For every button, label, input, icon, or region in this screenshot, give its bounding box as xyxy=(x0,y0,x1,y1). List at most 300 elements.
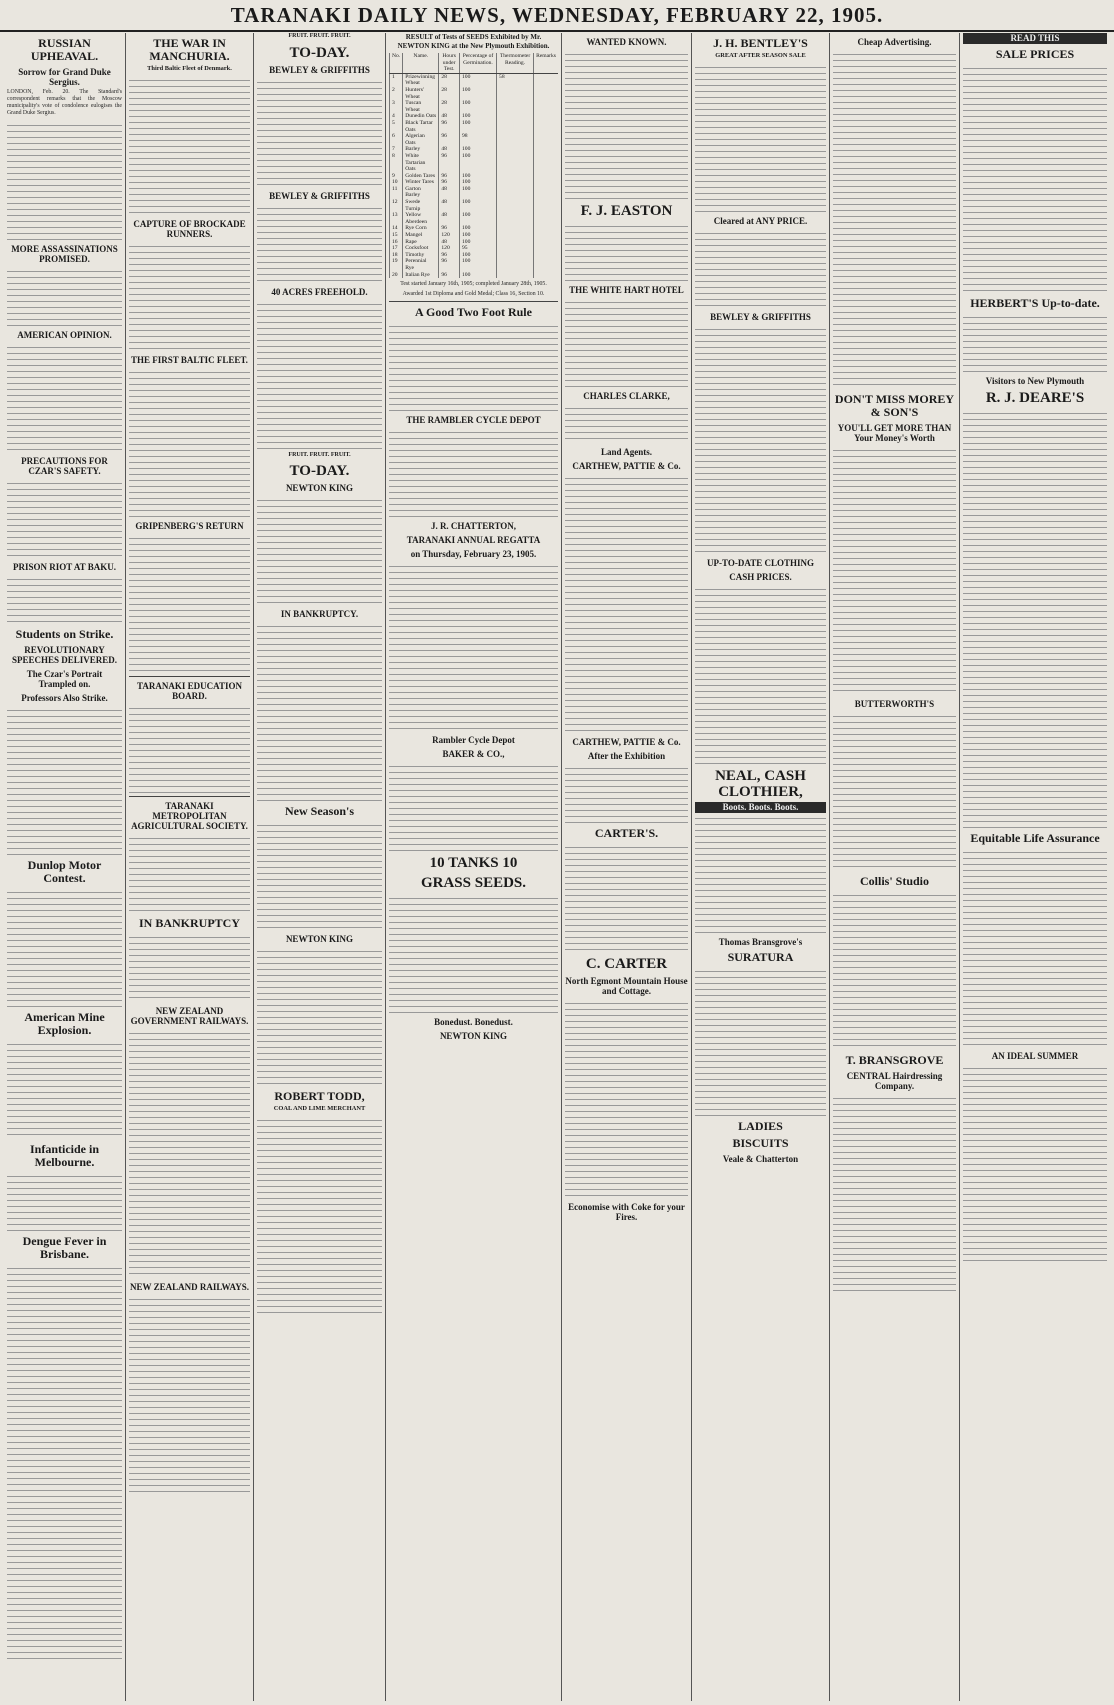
heading-land-agents: Land Agents. xyxy=(600,447,653,457)
ad-sale-prices: SALE PRICES xyxy=(995,47,1075,61)
headline-professors-strike: Professors Also Strike. xyxy=(21,693,108,703)
seed-table-cell: 100 xyxy=(459,153,496,173)
seed-table-cell: 100 xyxy=(459,73,496,87)
seed-table-cell xyxy=(497,252,534,259)
seed-table-cell xyxy=(497,225,534,232)
seed-table-cell: 96 xyxy=(439,153,460,173)
seed-table-cell: 100 xyxy=(459,146,496,153)
seed-table-header: Remarks xyxy=(534,53,558,73)
seed-table-cell: 120 xyxy=(439,245,460,252)
seed-table-cell: 95 xyxy=(459,245,496,252)
seed-table-cell xyxy=(497,272,534,279)
ad-body-lines xyxy=(695,966,826,1116)
ad-visitors: Visitors to New Plymouth xyxy=(985,376,1085,386)
seed-table-cell: 100 xyxy=(459,113,496,120)
seed-table-row xyxy=(390,199,559,212)
ad-suratura: SURATURA xyxy=(727,950,794,964)
ad-body-lines xyxy=(695,228,826,308)
ad-cleared-any-price: Cleared at ANY PRICE. xyxy=(713,216,808,226)
seed-table-cell xyxy=(497,239,534,246)
seed-table-cell xyxy=(497,133,534,146)
ad-body-lines xyxy=(257,299,382,449)
seed-test-award: Awarded 1st Diploma and Gold Medal; Class 16, Section 10. xyxy=(402,291,545,298)
ad-c-carter: C. CARTER xyxy=(585,956,668,972)
ad-read-this: READ THIS xyxy=(963,33,1107,44)
subheadline-baltic-fleet: Third Baltic Fleet of Denmark. xyxy=(147,65,232,72)
seed-table-cell xyxy=(534,258,558,271)
seed-table-cell: Perennial Rye xyxy=(403,258,439,271)
article-body-lines xyxy=(129,75,250,215)
ad-body-lines xyxy=(695,324,826,554)
seed-table-row xyxy=(390,113,559,120)
seed-table-cell: 100 xyxy=(459,179,496,186)
headline-czar-portrait: The Czar's Portrait Trampled on. xyxy=(26,669,103,689)
firm-newton-king: NEWTON KING xyxy=(285,934,354,944)
ad-body-lines xyxy=(129,932,250,1002)
seed-table-cell: 96 xyxy=(439,133,460,146)
ad-neal: NEAL, CASH CLOTHIER, xyxy=(715,768,806,800)
headline-students-strike: Students on Strike. xyxy=(15,627,114,641)
ad-body-lines xyxy=(257,77,382,187)
ad-tanks: 10 TANKS 10 xyxy=(429,855,518,872)
firm-bewley-griffiths: BEWLEY & GRIFFITHS xyxy=(710,312,811,322)
headline-dunlop-contest: Dunlop Motor Contest. xyxy=(27,858,102,885)
seed-table-cell xyxy=(534,186,558,199)
ad-body-lines xyxy=(389,761,558,851)
seed-table-cell: 48 xyxy=(439,212,460,225)
ad-body-lines xyxy=(565,473,688,733)
seed-table-header: No. xyxy=(390,53,403,73)
ad-north-egmont: North Egmont Mountain House and Cottage. xyxy=(565,976,688,996)
headline-infanticide: Infanticide in Melbourne. xyxy=(29,1142,99,1169)
seed-table-cell: 100 xyxy=(459,225,496,232)
ad-hairdressing: CENTRAL Hairdressing Company. xyxy=(846,1071,943,1091)
banner-fruit: FRUIT. FRUIT. FRUIT. xyxy=(288,451,351,458)
seed-table-row xyxy=(390,212,559,225)
ad-education-board: TARANAKI EDUCATION BOARD. xyxy=(137,681,242,701)
ad-body-lines xyxy=(565,297,688,387)
seed-table-cell: Golden Tares xyxy=(403,173,439,180)
seed-table-cell: 7 xyxy=(390,146,403,153)
seed-table-cell xyxy=(497,100,534,113)
ad-robert-todd: ROBERT TODD, xyxy=(274,1089,365,1103)
ad-chatterton: J. R. CHATTERTON, xyxy=(430,521,517,532)
seed-table-cell: 100 xyxy=(459,173,496,180)
seed-table-row xyxy=(390,87,559,100)
seed-table-cell: 48 xyxy=(439,239,460,246)
seed-table-cell: Hunters' Wheat xyxy=(403,87,439,100)
seed-table-row xyxy=(390,245,559,252)
ad-body-lines xyxy=(963,312,1107,372)
ad-body-lines xyxy=(565,998,688,1198)
seed-table-cell: 120 xyxy=(439,232,460,239)
seed-table-row xyxy=(390,73,559,87)
ad-body-lines xyxy=(129,1294,250,1494)
headline-assassinations: MORE ASSASSINATIONS PROMISED. xyxy=(11,244,118,264)
seed-table-cell xyxy=(497,153,534,173)
firm-bewley-griffiths: BEWLEY & GRIFFITHS xyxy=(269,64,370,75)
ad-body-lines xyxy=(257,621,382,801)
ad-after-exhibition: After the Exhibition xyxy=(587,751,666,761)
page-masthead: TARANAKI DAILY NEWS, WEDNESDAY, FEBRUARY 22, 1905. xyxy=(0,0,1114,32)
ad-equitable-life: Equitable Life Assurance xyxy=(970,831,1100,845)
headline-american-opinion: AMERICAN OPINION. xyxy=(17,330,112,340)
seed-table-cell: 12 xyxy=(390,199,403,212)
ad-baker: BAKER & CO., xyxy=(442,749,505,760)
column-5 xyxy=(562,33,692,1701)
seed-table-cell: 9 xyxy=(390,173,403,180)
seed-table-cell: 1 xyxy=(390,73,403,87)
seed-table-cell: Winter Tares xyxy=(403,179,439,186)
seed-table-cell: 14 xyxy=(390,225,403,232)
ad-ideal-summer: AN IDEAL SUMMER xyxy=(991,1051,1079,1061)
ad-easton: F. J. EASTON xyxy=(580,203,673,219)
seed-table-row xyxy=(390,153,559,173)
seed-table-cell: 100 xyxy=(459,252,496,259)
headline-war-manchuria: THE WAR IN MANCHURIA. xyxy=(149,36,230,63)
article-body-lines xyxy=(7,342,122,452)
seed-table-row xyxy=(390,225,559,232)
seed-table-cell: Black Tartar Oats xyxy=(403,120,439,133)
seed-table-cell: 100 xyxy=(459,199,496,212)
article-body-lines xyxy=(7,1263,122,1663)
seed-table-cell xyxy=(534,239,558,246)
seed-table-cell: 18 xyxy=(390,252,403,259)
headline-czar-safety: PRECAUTIONS FOR CZAR'S SAFETY. xyxy=(21,456,108,476)
column-4 xyxy=(386,33,562,1701)
column-6 xyxy=(692,33,830,1701)
seed-table-cell: Garton Barley xyxy=(403,186,439,199)
seed-table-row xyxy=(390,179,559,186)
seed-table-cell: Prizewinning Wheat xyxy=(403,73,439,87)
article-body-lines xyxy=(7,120,122,240)
seed-table-cell: 11 xyxy=(390,186,403,199)
seed-table-header: Percentage of Germination. xyxy=(459,53,496,73)
article-body-lines xyxy=(129,533,250,673)
seed-table-cell: 4 xyxy=(390,113,403,120)
seed-table-cell: 96 xyxy=(439,120,460,133)
headline-blockade-runners: CAPTURE OF BROCKADE RUNNERS. xyxy=(133,219,246,239)
seed-table-cell xyxy=(534,113,558,120)
ad-body-lines xyxy=(833,445,956,695)
seed-table-cell xyxy=(534,179,558,186)
seed-table-cell: Dunedin Oats xyxy=(403,113,439,120)
seed-table-cell: Swede Turnip xyxy=(403,199,439,212)
article-text: LONDON, Feb. 20. The Standard's correspondent remarks that the Moscow municipality's vote of condolence eulogises the Grand Duke Sergius. xyxy=(7,89,122,116)
seed-table-row xyxy=(390,186,559,199)
ad-regatta-date: on Thursday, February 23, 1905. xyxy=(410,549,537,560)
ad-carthew-pattie: CARTHEW, PATTIE & Co. xyxy=(572,461,681,471)
article-body-lines xyxy=(7,266,122,326)
article-body-lines xyxy=(129,241,250,351)
article-body-lines xyxy=(7,1171,122,1231)
ad-body-lines xyxy=(565,763,688,823)
ad-body-lines xyxy=(389,561,558,731)
seed-table-cell: 10 xyxy=(390,179,403,186)
seed-table-cell: 48 xyxy=(439,186,460,199)
seed-table-cell: 3 xyxy=(390,100,403,113)
ad-bankruptcy: IN BANKRUPTCY xyxy=(138,916,240,930)
ad-body-lines xyxy=(963,847,1107,1047)
seed-test-title: RESULT of Tests of SEEDS Exhibited by Mr. NEWTON KING at the New Plymouth Exhibition. xyxy=(397,33,550,50)
ad-bransgrove: Thomas Bransgrove's xyxy=(718,937,803,947)
ad-veale-chatterton: Veale & Chatterton xyxy=(722,1154,799,1164)
seed-table-cell xyxy=(497,113,534,120)
ad-bankruptcy: IN BANKRUPTCY. xyxy=(280,609,359,619)
seed-table-cell: Cocksfoot xyxy=(403,245,439,252)
ad-railways: NEW ZEALAND GOVERNMENT RAILWAYS. xyxy=(130,1006,249,1026)
ad-body-lines xyxy=(833,890,956,1050)
seed-table-row xyxy=(390,272,559,279)
seed-table-cell xyxy=(534,252,558,259)
heading-today: TO-DAY. xyxy=(289,44,350,61)
seed-table-cell: 19 xyxy=(390,258,403,271)
seed-table-cell: 100 xyxy=(459,87,496,100)
firm-newton-king: NEWTON KING xyxy=(439,1031,508,1042)
seed-table-cell: Yellow Aberdeen xyxy=(403,212,439,225)
ad-charles-clarke: CHARLES CLARKE, xyxy=(583,391,670,401)
seed-table-cell xyxy=(497,232,534,239)
ad-carters: CARTER'S. xyxy=(594,826,659,840)
ad-bentley: J. H. BENTLEY'S xyxy=(713,36,808,50)
seed-table-cell: 16 xyxy=(390,239,403,246)
divider xyxy=(129,796,250,797)
ad-agricultural-society: TARANAKI METROPOLITAN AGRICULTURAL SOCIETY. xyxy=(131,801,248,831)
heading-wanted-known: WANTED KNOWN. xyxy=(586,37,667,47)
seed-table-header: Hours under Test. xyxy=(439,53,460,73)
ad-body-lines xyxy=(389,427,558,517)
seed-table-cell: Timothy xyxy=(403,252,439,259)
newspaper-columns xyxy=(4,33,1110,1701)
seed-test-footer: Test started January 16th, 1905; completed January 28th, 1905. xyxy=(400,281,547,288)
seed-table-cell xyxy=(497,245,534,252)
seed-table-cell xyxy=(534,245,558,252)
seed-table-cell: 8 xyxy=(390,153,403,173)
seed-table-cell: White Tartarian Oats xyxy=(403,153,439,173)
seed-table-cell: 100 xyxy=(459,239,496,246)
seed-table-cell: 100 xyxy=(459,258,496,271)
ad-coke: Economise with Coke for your Fires. xyxy=(568,1202,685,1222)
seed-table-cell: 100 xyxy=(459,272,496,279)
seed-table-cell: 5 xyxy=(390,120,403,133)
ad-morey: DON'T MISS MOREY & SON'S xyxy=(834,392,955,419)
seed-table-cell xyxy=(497,87,534,100)
ad-body-lines xyxy=(389,893,558,1013)
ad-after-season-sale: GREAT AFTER SEASON SALE xyxy=(715,52,806,59)
article-body-lines xyxy=(129,367,250,517)
seed-table-cell: 28 xyxy=(439,100,460,113)
seed-table-cell: 96 xyxy=(439,258,460,271)
column-2 xyxy=(126,33,254,1701)
ad-herbert: HERBERT'S Up-to-date. xyxy=(970,296,1100,310)
seed-table-cell: 48 xyxy=(439,113,460,120)
ad-butterworth: BUTTERWORTH'S xyxy=(854,699,935,709)
ad-carthew-pattie: CARTHEW, PATTIE & Co. xyxy=(572,737,681,747)
ad-bonedust: Bonedust. Bonedust. xyxy=(434,1017,513,1028)
ad-body-lines xyxy=(257,820,382,930)
seed-table-row xyxy=(390,100,559,113)
ad-body-lines xyxy=(833,49,956,389)
seed-table-cell: 48 xyxy=(439,146,460,153)
seed-table-cell xyxy=(497,173,534,180)
ad-body-lines xyxy=(565,842,688,952)
ad-new-season: New Season's xyxy=(284,804,354,818)
firm-newton-king: NEWTON KING xyxy=(285,483,354,493)
seed-table-cell: 100 xyxy=(459,186,496,199)
seed-table-cell: Italian Rye xyxy=(403,272,439,279)
seed-table-cell xyxy=(534,87,558,100)
seed-table-cell: 48 xyxy=(439,199,460,212)
ad-body-lines xyxy=(695,813,826,933)
seed-table-cell xyxy=(534,173,558,180)
ad-railways-2: NEW ZEALAND RAILWAYS. xyxy=(130,1282,249,1292)
seed-table-cell: 6 xyxy=(390,133,403,146)
ad-body-lines xyxy=(963,63,1107,293)
ad-collis-studio: Collis' Studio xyxy=(859,874,930,888)
seed-table-header: Thermometer Reading. xyxy=(497,53,534,73)
banner-fruit: FRUIT. FRUIT. FRUIT. xyxy=(288,33,351,39)
article-body-lines xyxy=(7,1039,122,1139)
divider xyxy=(129,676,250,677)
seed-table-cell xyxy=(534,199,558,212)
seed-table-cell: 13 xyxy=(390,212,403,225)
seed-table-cell xyxy=(497,179,534,186)
seed-table-cell xyxy=(534,272,558,279)
seed-table-cell xyxy=(534,232,558,239)
seed-table-row xyxy=(390,232,559,239)
heading-cheap-advertising: Cheap Advertising. xyxy=(857,37,932,47)
seed-table-cell: Rye Corn xyxy=(403,225,439,232)
column-1 xyxy=(4,33,126,1701)
article-body-lines xyxy=(7,887,122,1007)
ad-t-bransgrove: T. BRANSGROVE xyxy=(845,1053,944,1067)
column-8 xyxy=(960,33,1110,1701)
seed-table-cell xyxy=(534,146,558,153)
ad-body-lines xyxy=(695,62,826,212)
seed-table-cell xyxy=(497,120,534,133)
article-body-lines xyxy=(7,574,122,624)
ad-regatta: TARANAKI ANNUAL REGATTA xyxy=(406,535,541,546)
seed-table-cell: 96 xyxy=(439,225,460,232)
column-3 xyxy=(254,33,386,1701)
seed-table-cell: 100 xyxy=(459,120,496,133)
ad-body-lines xyxy=(129,833,250,913)
ad-body-lines xyxy=(565,49,688,199)
ad-freehold: 40 ACRES FREEHOLD. xyxy=(271,286,368,297)
ad-biscuits: BISCUITS xyxy=(732,1136,789,1150)
ad-body-lines xyxy=(129,1028,250,1278)
firm-bewley-griffiths: BEWLEY & GRIFFITHS xyxy=(269,190,370,201)
seed-table-row xyxy=(390,252,559,259)
heading-today: TO-DAY. xyxy=(289,463,350,479)
seed-table-cell: Tuscan Wheat xyxy=(403,100,439,113)
headline-gripenberg: GRIPENBERG'S RETURN xyxy=(135,521,244,531)
seed-table-cell: Barley xyxy=(403,146,439,153)
seed-table-cell: 28 xyxy=(439,73,460,87)
ad-up-to-date-clothing: UP-TO-DATE CLOTHING xyxy=(707,558,814,568)
ad-body-lines xyxy=(833,1093,956,1293)
ad-body-lines xyxy=(257,1115,382,1315)
ad-body-lines xyxy=(963,408,1107,828)
ad-coal-merchant: COAL AND LIME MERCHANT xyxy=(273,1105,366,1112)
seed-table-cell xyxy=(534,153,558,173)
headline-prison-riot: PRISON RIOT AT BAKU. xyxy=(12,562,117,572)
headline-revolutionary-speeches: REVOLUTIONARY SPEECHES DELIVERED. xyxy=(11,645,118,665)
ad-boots-banner: Boots. Boots. Boots. xyxy=(695,802,826,813)
seed-table-row xyxy=(390,133,559,146)
seed-table-cell: 96 xyxy=(439,252,460,259)
headline-first-baltic-fleet: THE FIRST BALTIC FLEET. xyxy=(131,355,248,365)
seed-table-cell: 100 xyxy=(459,100,496,113)
seed-table-cell: 96 xyxy=(439,179,460,186)
seed-table-cell xyxy=(534,133,558,146)
ad-ladies: LADIES xyxy=(738,1119,783,1133)
ad-body-lines xyxy=(257,946,382,1086)
ad-rambler-depot: Rambler Cycle Depot xyxy=(432,735,515,746)
seed-table-cell xyxy=(534,225,558,232)
ad-body-lines xyxy=(565,403,688,443)
seed-table-row xyxy=(390,173,559,180)
seed-table-cell: 2 xyxy=(390,87,403,100)
headline-mine-explosion: American Mine Explosion. xyxy=(24,1010,105,1037)
seed-table-header: Name. xyxy=(403,53,439,73)
ad-body-lines xyxy=(565,221,688,281)
column-7 xyxy=(830,33,960,1701)
ad-body-lines xyxy=(129,703,250,793)
ad-body-lines xyxy=(695,584,826,764)
seed-table-cell: 58 xyxy=(497,73,534,87)
headline-russian-upheaval: RUSSIAN UPHEAVAL. xyxy=(30,36,99,63)
ad-rambler-cycle: THE RAMBLER CYCLE DEPOT xyxy=(406,415,541,426)
seed-table-cell: Algerian Oats xyxy=(403,133,439,146)
seed-table-cell: Rape xyxy=(403,239,439,246)
seed-table-cell: 100 xyxy=(459,232,496,239)
seed-test-table xyxy=(389,53,558,278)
headline-dengue-fever: Dengue Fever in Brisbane. xyxy=(22,1234,107,1261)
divider xyxy=(389,301,558,302)
ad-body-lines xyxy=(833,711,956,871)
seed-table-cell: 28 xyxy=(439,87,460,100)
seed-table-cell: 15 xyxy=(390,232,403,239)
ad-deare: R. J. DEARE'S xyxy=(985,390,1085,406)
ad-body-lines xyxy=(257,203,382,283)
ad-money-worth: YOU'LL GET MORE THAN Your Money's Worth xyxy=(837,423,952,443)
ad-two-foot-rule: A Good Two Foot Rule xyxy=(415,305,532,320)
seed-table-cell xyxy=(497,199,534,212)
seed-table-cell: 96 xyxy=(439,173,460,180)
seed-table-row xyxy=(390,258,559,271)
seed-table-cell: 98 xyxy=(459,133,496,146)
ad-body-lines xyxy=(963,1063,1107,1263)
seed-table-cell: Mangel xyxy=(403,232,439,239)
seed-table-cell xyxy=(534,120,558,133)
ad-white-hart: THE WHITE HART HOTEL xyxy=(569,285,684,295)
ad-grass-seeds: GRASS SEEDS. xyxy=(420,875,527,892)
ad-body-lines xyxy=(257,495,382,605)
seed-table-cell xyxy=(497,212,534,225)
seed-table-row xyxy=(390,120,559,133)
seed-table-cell xyxy=(497,186,534,199)
article-body-lines xyxy=(7,478,122,558)
seed-table-cell: 96 xyxy=(439,272,460,279)
seed-table-cell: 100 xyxy=(459,212,496,225)
seed-table-row xyxy=(390,146,559,153)
headline-sergius: Sorrow for Grand Duke Sergius. xyxy=(18,67,111,87)
article-body-lines xyxy=(7,705,122,855)
seed-table-cell xyxy=(497,258,534,271)
seed-table-cell xyxy=(534,100,558,113)
seed-table-cell: 20 xyxy=(390,272,403,279)
